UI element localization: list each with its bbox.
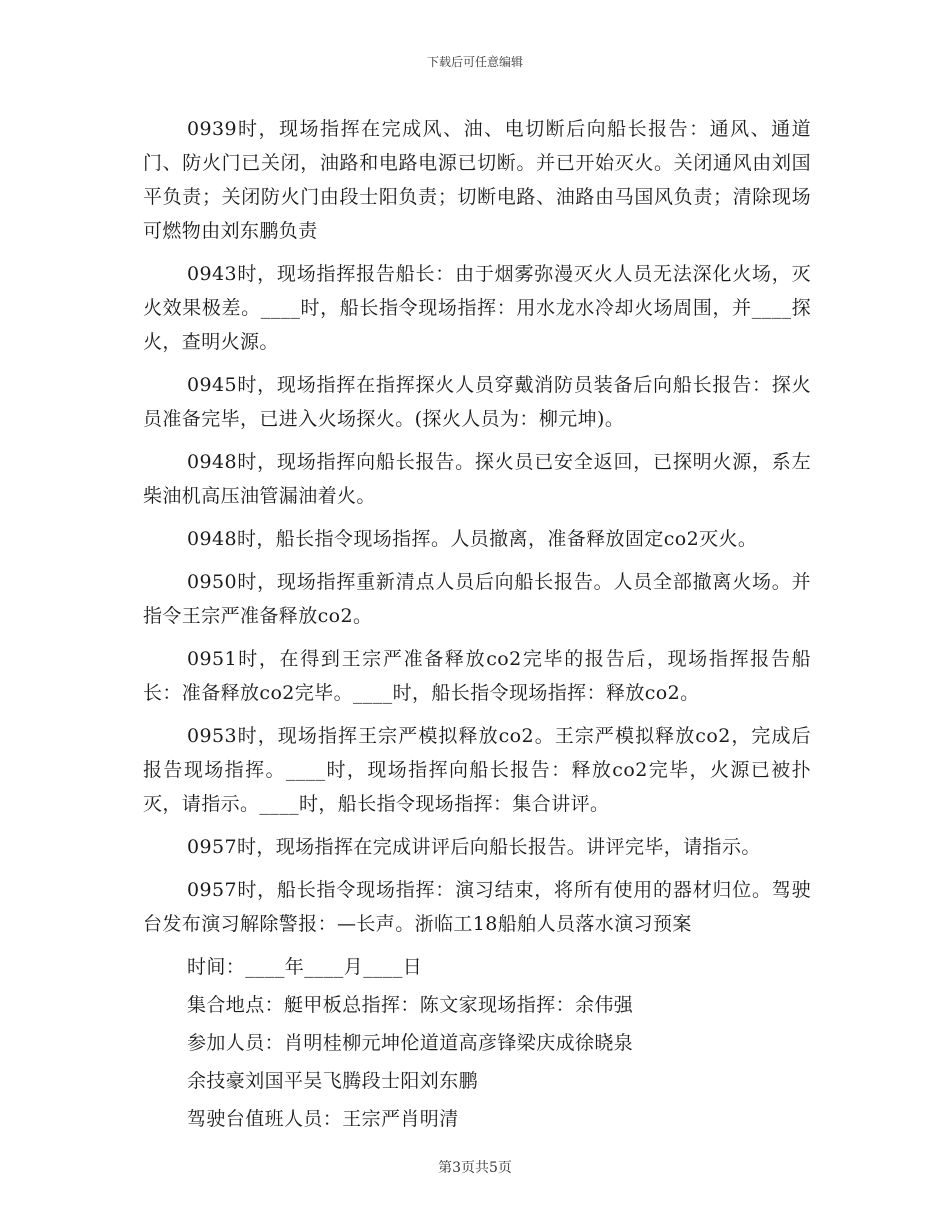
paragraph-date: 时间：____年____月____日 [187, 956, 423, 978]
paragraph-bridge-duty: 驾驶台值班人员：王宗严肖明清 [187, 1108, 459, 1130]
paragraph: 0945时，现场指挥在指挥探火人员穿戴消防员装备后向船长报告：探火员准备完毕，已进入火场探火。(探火人员为：柳元坤)。 [143, 374, 811, 430]
paragraph: 0943时，现场指挥报告船长：由于烟雾弥漫灭火人员无法深化火场，灭火效果极差。____时，船长指令现场指挥：用水龙水冷却火场周围，并____探火，查明火源。 [143, 263, 811, 353]
paragraph-participants-continued: 余技豪刘国平吴飞腾段士阳刘东鹏 [187, 1070, 479, 1092]
paragraph: 0957时，船长指令现场指挥：演习结束，将所有使用的器材归位。驾驶台发布演习解除警报：—长声。浙临工18船舶人员落水演习预案 [143, 879, 811, 935]
paragraph: 0948时，船长指令现场指挥。人员撤离，准备释放固定co2灭火。 [187, 528, 758, 550]
paragraph-location: 集合地点：艇甲板总指挥：陈文家现场指挥：余伟强 [187, 994, 634, 1016]
paragraph: 0957时，现场指挥在完成讲评后向船长报告。讲评完毕，请指示。 [187, 836, 761, 858]
paragraph: 0948时，现场指挥向船长报告。探火员已安全返回，已探明火源，系左柴油机高压油管漏油着火。 [143, 451, 811, 507]
paragraph: 0939时，现场指挥在完成风、油、电切断后向船长报告：通风、通道门、防火门已关闭，油路和电路电源已切断。并已开始灭火。关闭通风由刘国平负责；关闭防火门由段士阳负责；切断电路、油路由马国风负责；清除现场可燃物由刘东鹏负责 [143, 118, 811, 242]
document-body [143, 112, 811, 1140]
paragraph: 0953时，现场指挥王宗严模拟释放co2。王宗严模拟释放co2，完成后报告现场指挥。____时，现场指挥向船长报告：释放co2完毕，火源已被扑灭，请指示。____时，船长指令现场指挥：集合讲评。 [143, 725, 811, 815]
paragraph-participants: 参加人员：肖明桂柳元坤伦道道高彦锋梁庆成徐晓泉 [187, 1032, 634, 1054]
page-header: 下载后可任意编辑 [426, 55, 523, 69]
page-footer: 第3页共5页 [438, 1160, 512, 1176]
paragraph: 0951时，在得到王宗严准备释放co2完毕的报告后，现场指挥报告船长：准备释放co2完毕。____时，船长指令现场指挥：释放co2。 [143, 648, 811, 704]
paragraph: 0950时，现场指挥重新清点人员后向船长报告。人员全部撤离火场。并指令王宗严准备释放co2。 [143, 571, 811, 627]
